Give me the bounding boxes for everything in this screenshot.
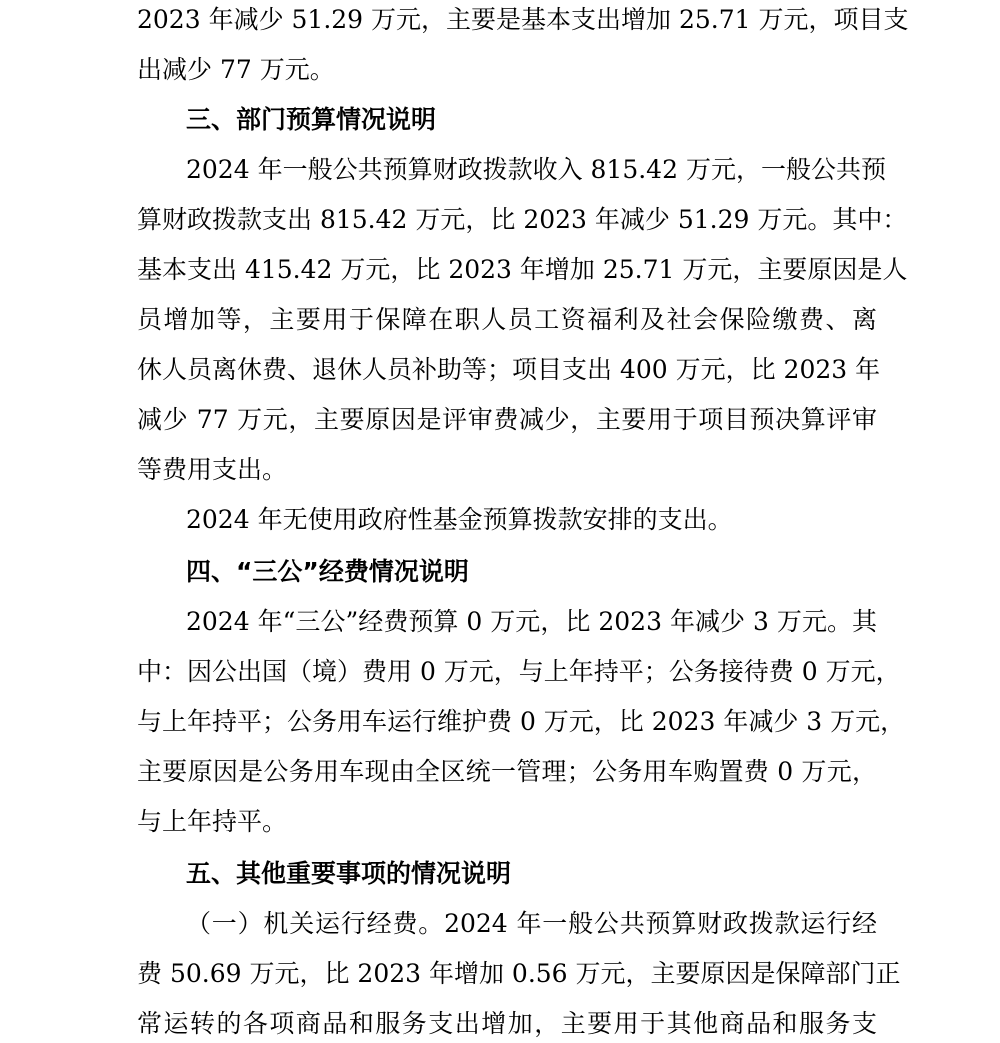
- paragraph-line: 算财政拨款支出 815.42 万元，比 2023 年减少 51.29 万元。其中：: [137, 205, 908, 234]
- paragraph-line: 基本支出 415.42 万元，比 2023 年增加 25.71 万元，主要原因是人: [137, 255, 908, 284]
- paragraph-line: 主要原因是公务用车现由全区统一管理；公务用车购置费 0 万元，: [137, 757, 877, 786]
- paragraph-line: 出减少 77 万元。: [137, 55, 335, 84]
- paragraph-line: （一）机关运行经费。2024 年一般公共预算财政拨款运行经: [186, 909, 877, 938]
- paragraph-line: 常运转的各项商品和服务支出增加，主要用于其他商品和服务支: [137, 1009, 877, 1038]
- section-heading-3: 三、部门预算情况说明: [186, 105, 437, 134]
- paragraph-line: 费 50.69 万元，比 2023 年增加 0.56 万元，主要原因是保障部门正: [137, 959, 901, 988]
- paragraph-line: 休人员离休费、退休人员补助等；项目支出 400 万元，比 2023 年: [137, 355, 881, 384]
- paragraph-line: 等费用支出。: [137, 455, 288, 484]
- section-heading-4: 四、“三公”经费情况说明: [186, 557, 469, 586]
- section-heading-5: 五、其他重要事项的情况说明: [186, 859, 512, 888]
- paragraph-line: 2023 年减少 51.29 万元，主要是基本支出增加 25.71 万元，项目支: [137, 5, 909, 34]
- paragraph-line: 2024 年“三公”经费预算 0 万元，比 2023 年减少 3 万元。其: [186, 607, 877, 636]
- paragraph-line: 减少 77 万元，主要原因是评审费减少，主要用于项目预决算评审: [137, 405, 877, 434]
- paragraph-line: 2024 年一般公共预算财政拨款收入 815.42 万元，一般公共预: [186, 155, 886, 184]
- paragraph-line: 2024 年无使用政府性基金预算拨款安排的支出。: [186, 505, 733, 534]
- paragraph-line: 员增加等，主要用于保障在职人员工资福利及社会保险缴费、离: [137, 305, 877, 334]
- paragraph-line: 与上年持平。: [137, 807, 288, 836]
- paragraph-line: 中：因公出国（境）费用 0 万元，与上年持平；公务接待费 0 万元，: [137, 657, 901, 686]
- paragraph-line: 与上年持平；公务用车运行维护费 0 万元，比 2023 年减少 3 万元，: [137, 707, 906, 736]
